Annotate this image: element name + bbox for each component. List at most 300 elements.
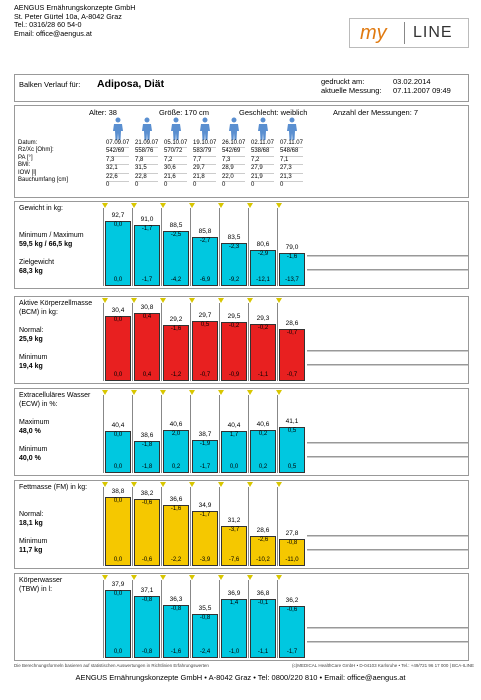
marker-icon (247, 390, 253, 395)
height-text: Größe: 170 cm (159, 108, 210, 117)
measurement-panel (14, 201, 469, 289)
marker-icon (102, 575, 108, 580)
panel-labels (19, 204, 84, 276)
panel-value: 40,0 % (19, 455, 41, 462)
panel-label (19, 603, 62, 612)
bar-delta: 1,4 (229, 599, 239, 606)
footer-copyright: (c)MEDICAL HealthCare GmbH • D-04103 Karlsruhe • Tel.: +49/721 96 17 000 | BCA-ILINE (292, 663, 475, 668)
panel-label: Maximum (19, 419, 50, 426)
bar-cumulative: -0,7 (199, 372, 211, 378)
measurement-cell: 542/69 (106, 148, 129, 156)
company-info (14, 4, 135, 38)
patient-header (14, 74, 469, 102)
bar-cumulative: -2,2 (170, 557, 182, 563)
marker-icon (131, 482, 137, 487)
marker-icon (276, 390, 282, 395)
meta-labels (321, 77, 381, 95)
measurement-cell: 29,7 (193, 165, 216, 173)
column-divider (132, 395, 133, 473)
column-divider (161, 580, 162, 658)
panel-label (19, 436, 90, 445)
patient-name: Adiposa, Diät (97, 78, 165, 90)
panel-value: 18,1 kg (19, 520, 43, 527)
bar-cumulative: -12,1 (256, 277, 270, 283)
bar-cumulative: 0,4 (142, 372, 152, 378)
bar-cumulative: -7,6 (228, 557, 240, 563)
marker-icon (218, 390, 224, 395)
bar-cumulative: 0,2 (171, 464, 181, 470)
bar-cumulative: 0,0 (113, 464, 123, 470)
panel-value (19, 639, 62, 648)
bar-value: 29,2 (169, 315, 183, 323)
measurement-cell: 22,8 (135, 174, 158, 182)
panel-label (19, 222, 84, 231)
company-address: St. Peter Gürtel 10a, A-8042 Graz (14, 11, 122, 21)
bar-cumulative: -1,7 (199, 464, 211, 470)
measurement-cell: 7,1 (280, 157, 303, 165)
measurement-cell: 542/69 (222, 148, 245, 156)
marker-icon (276, 298, 282, 303)
measurement-cell: 21.09.07 (135, 140, 158, 148)
bar-cumulative: -1,7 (286, 649, 298, 655)
panel-label: (BCM) in kg: (19, 309, 58, 316)
age-text: Alter: 38 (89, 108, 117, 117)
bar-delta: -0,2 (228, 323, 240, 330)
column-divider (161, 208, 162, 286)
measurement-cell: 21,8 (193, 174, 216, 182)
measurement-cell: 22,6 (106, 174, 129, 182)
bar-delta: -1,6 (170, 506, 182, 513)
bar-value: 38,8 (111, 487, 125, 495)
column-divider (219, 395, 220, 473)
bar-cumulative: -0,8 (141, 649, 153, 655)
panel-label: (ECW) in %: (19, 401, 58, 408)
bar-value: 35,5 (198, 604, 212, 612)
gender-text: Geschlecht: weiblich (239, 108, 308, 117)
panel-value: 59,5 kg / 66,5 kg (19, 241, 73, 248)
bar-value: 40,4 (111, 422, 125, 430)
marker-icon (247, 298, 253, 303)
bar-value: 40,4 (227, 422, 241, 430)
column-divider (190, 395, 191, 473)
bar-value: 29,3 (256, 315, 270, 322)
bar-cumulative: -1,1 (257, 649, 269, 655)
reference-line (307, 456, 468, 458)
bar-delta: -0,8 (141, 596, 153, 603)
column-divider (132, 208, 133, 286)
bar-cumulative: -1,6 (170, 649, 182, 655)
marker-icon (102, 390, 108, 395)
measurement-cell: 07.11.07 (280, 140, 303, 148)
measurement-bar (105, 590, 131, 658)
row-label: BMI: (18, 162, 31, 169)
bar-value: 80,6 (256, 240, 270, 248)
marker-icon (160, 390, 166, 395)
bar-delta: -0,7 (286, 330, 298, 337)
measurement-cell: 28,9 (222, 165, 245, 173)
bar-cumulative: -2,4 (199, 649, 211, 655)
bar-delta: -3,7 (228, 526, 240, 533)
column-divider (277, 395, 278, 473)
column-divider (248, 395, 249, 473)
marker-icon (218, 203, 224, 208)
bar-delta: -0,8 (170, 605, 182, 612)
logo-line: LINE (413, 24, 453, 41)
reference-line (307, 641, 468, 643)
row-labels (18, 140, 68, 184)
measurement-cell: 21,3 (280, 174, 303, 182)
bar-delta: 0,5 (200, 321, 210, 328)
panel-label: Gewicht in kg: (19, 205, 63, 212)
bar-delta: 0,2 (258, 430, 268, 437)
bar-value: 37,1 (140, 586, 154, 594)
printed-date: 03.02.2014 (393, 77, 431, 86)
measurement-cell: 0 (106, 182, 110, 189)
person-icon (257, 117, 269, 141)
bar-cumulative: 0,0 (229, 464, 239, 470)
column-divider (248, 303, 249, 381)
person-icon (141, 117, 153, 141)
reference-line (307, 255, 468, 257)
measurement-column (251, 140, 274, 189)
panel-value: 68,3 kg (19, 268, 43, 275)
marker-icon (189, 482, 195, 487)
measurement-cell: 0 (135, 182, 139, 189)
panel-label (19, 594, 62, 603)
bar-delta: -1,7 (141, 226, 153, 233)
bar-delta: -0,2 (257, 325, 269, 331)
bar-delta: 0,0 (113, 221, 123, 228)
bar-cumulative: -11,0 (285, 557, 299, 563)
bar-delta: -2,9 (257, 250, 269, 257)
marker-icon (189, 575, 195, 580)
meta-values (393, 77, 451, 95)
bar-value: 79,0 (285, 244, 299, 252)
bar-cumulative: -0,9 (228, 372, 240, 378)
marker-icon (247, 482, 253, 487)
marker-icon (102, 203, 108, 208)
panel-label (19, 528, 87, 537)
measurement-cell: 0 (251, 182, 255, 189)
measurement-cell: 21,9 (251, 174, 274, 182)
bar-delta: -1,7 (199, 512, 211, 519)
panel-labels (19, 576, 62, 648)
bar-cumulative: -1,1 (257, 372, 269, 378)
panel-label: Aktive Körperzellmasse (19, 300, 93, 307)
measurement-cell: 31,5 (135, 165, 158, 173)
panel-label: Zielgewicht (19, 259, 55, 266)
bar-cumulative: -13,7 (285, 277, 299, 283)
measurement-column (280, 140, 303, 189)
panel-label (19, 249, 84, 258)
bar-value: 38,2 (140, 490, 154, 497)
reference-line (307, 627, 468, 629)
measurement-cell: 0 (193, 182, 197, 189)
measurement-cell: 22,0 (222, 174, 245, 182)
panel-label (19, 501, 87, 510)
measurement-count: Anzahl der Messungen: 7 (333, 108, 419, 117)
column-divider (103, 487, 104, 566)
column-divider (277, 487, 278, 566)
panel-label (19, 409, 90, 418)
column-divider (248, 580, 249, 658)
marker-icon (160, 575, 166, 580)
panel-value: 11,7 kg (19, 547, 43, 554)
panel-value: 48,0 % (19, 428, 41, 435)
measurement-bar (134, 499, 160, 566)
measurement-column (135, 140, 158, 189)
column-divider (103, 303, 104, 381)
measurement-cell: 02.11.07 (251, 140, 274, 148)
person-icon (286, 117, 298, 141)
measurement-panel (14, 296, 469, 384)
row-label: Bauchumfang [cm] (18, 177, 69, 184)
person-icon (199, 117, 211, 141)
bar-value: 37,9 (111, 580, 125, 588)
panel-label: Extracelluläres Wasser (19, 392, 91, 399)
marker-icon (102, 298, 108, 303)
bar-delta: 1,7 (229, 432, 239, 439)
bar-value: 31,2 (227, 516, 241, 524)
bar-delta: -1,6 (170, 325, 182, 332)
panel-value: 25,9 kg (19, 336, 43, 343)
bar-delta: -0,6 (286, 607, 298, 614)
column-divider (190, 303, 191, 381)
measurement-cell: 0 (280, 182, 284, 189)
column-divider (219, 208, 220, 286)
marker-icon (218, 575, 224, 580)
measurement-column (193, 140, 216, 189)
logo-my: my (360, 21, 387, 44)
bar-delta: 0,0 (113, 432, 123, 439)
measurement-panel (14, 480, 469, 569)
measurement-cell: 21,6 (164, 174, 187, 182)
measurement-cell: 7,3 (106, 157, 129, 165)
bar-cumulative: -1,8 (141, 464, 153, 470)
panel-label: Minimum (19, 446, 48, 453)
bar-value: 29,7 (198, 311, 212, 319)
measurement-column (106, 140, 129, 189)
printed-label: gedruckt am: (321, 77, 365, 86)
myline-logo (349, 18, 469, 48)
measurement-bar (105, 497, 131, 566)
measurement-cell: 30,6 (164, 165, 187, 173)
company-email: Email: office@aengus.at (14, 28, 92, 38)
bar-cumulative: 0,5 (287, 464, 297, 470)
column-divider (219, 303, 220, 381)
bar-cumulative: 0,0 (113, 649, 123, 655)
bar-cumulative: -1,0 (228, 649, 240, 655)
bar-delta: -2,5 (170, 232, 182, 239)
marker-icon (247, 203, 253, 208)
bar-delta: -0,8 (286, 540, 298, 547)
column-divider (161, 303, 162, 381)
reference-line (307, 442, 468, 444)
measurement-bar (134, 313, 160, 381)
bar-value: 36,2 (285, 597, 299, 605)
column-divider (103, 580, 104, 658)
measurement-label: aktuelle Messung: (321, 86, 382, 95)
row-label: PA [°] (18, 154, 33, 161)
bar-value: 38,7 (198, 431, 212, 439)
bar-cumulative: -0,7 (286, 372, 298, 378)
reference-line (307, 350, 468, 352)
column-divider (248, 487, 249, 566)
bar-value: 83,5 (227, 233, 241, 241)
bar-cumulative: -0,6 (141, 557, 153, 563)
bar-value: 40,6 (169, 420, 183, 428)
bar-cumulative: -3,9 (199, 557, 211, 563)
bar-value: 36,3 (169, 595, 183, 603)
person-icon (228, 117, 240, 141)
bar-value: 36,9 (227, 589, 241, 597)
column-divider (219, 580, 220, 658)
panel-label (19, 344, 92, 353)
measurement-cell: 27,3 (280, 165, 303, 173)
marker-icon (247, 575, 253, 580)
bar-delta: -1,8 (141, 442, 153, 449)
bar-cumulative: 0,0 (113, 277, 123, 283)
bar-value: 27,8 (285, 530, 299, 538)
bar-delta: 0,0 (113, 316, 123, 323)
reference-line (307, 549, 468, 551)
bar-cumulative: -10,2 (256, 557, 270, 563)
company-name: AENGUS Ernährungskonzepte GmbH (14, 3, 136, 12)
measurement-cell: 26.10.07 (222, 140, 245, 148)
column-divider (277, 303, 278, 381)
marker-icon (189, 203, 195, 208)
column-divider (161, 395, 162, 473)
bar-delta: 0,5 (287, 428, 297, 435)
column-divider (277, 208, 278, 286)
measurement-cell: 05.10.07 (164, 140, 187, 148)
column-divider (103, 208, 104, 286)
column-divider (132, 580, 133, 658)
marker-icon (102, 482, 108, 487)
measurement-cell: 0 (222, 182, 226, 189)
measurement-column (222, 140, 245, 189)
marker-icon (189, 298, 195, 303)
patient-label: Balken Verlauf für: (19, 80, 81, 89)
column-divider (248, 208, 249, 286)
measurement-cell: 548/68 (280, 148, 303, 156)
measurement-date: 07.11.2007 09:49 (393, 86, 451, 95)
row-label: IOW [l] (18, 169, 37, 176)
measurement-cell: 583/79 (193, 148, 216, 156)
row-label: Datum: (18, 140, 38, 146)
panel-label: Fettmasse (FM) in kg: (19, 484, 88, 491)
panel-label: Minimum (19, 354, 48, 361)
marker-icon (189, 390, 195, 395)
panel-value (19, 612, 62, 621)
bar-delta: -1,6 (286, 254, 298, 261)
marker-icon (131, 390, 137, 395)
measurement-panel (14, 573, 469, 661)
panel-label (19, 213, 84, 222)
measurement-cell: 7,2 (251, 157, 274, 165)
measurement-cell: 7,2 (164, 157, 187, 165)
measurement-cell: 7,7 (193, 157, 216, 165)
panel-labels (19, 299, 92, 371)
bar-value: 41,1 (285, 418, 299, 426)
marker-icon (218, 298, 224, 303)
bar-value: 38,6 (140, 432, 154, 440)
measurement-panel (14, 388, 469, 476)
column-divider (277, 580, 278, 658)
reference-line (307, 364, 468, 366)
person-icon (112, 117, 124, 141)
bar-delta: 0,0 (113, 590, 123, 597)
measurement-column (164, 140, 187, 189)
column-divider (103, 395, 104, 473)
column-divider (190, 580, 191, 658)
bar-value: 30,4 (111, 306, 125, 314)
marker-icon (276, 482, 282, 487)
panel-label (19, 621, 62, 630)
panel-value: 19,4 kg (19, 363, 43, 370)
measurement-cell: 538/68 (251, 148, 274, 156)
marker-icon (218, 482, 224, 487)
footer-disclaimer: Die Berechnungsformeln basieren auf statistischen Auswertungen in Richtlinien Erfahrungswerten (14, 663, 209, 668)
footer-contact: AENGUS Ernährungskonzepte GmbH • A-8042 Graz • Tel: 0800/220 810 • Email: office@aengus.at (75, 673, 406, 682)
bar-value: 28,6 (256, 526, 270, 534)
panel-label: Normal: (19, 511, 44, 518)
bar-value: 36,6 (169, 496, 183, 504)
bar-delta: -2,7 (199, 238, 211, 245)
bar-delta: -0,8 (199, 614, 211, 621)
bar-cumulative: 0,0 (113, 557, 123, 563)
reference-line (307, 269, 468, 271)
bar-delta: -1,9 (199, 441, 211, 448)
column-divider (132, 487, 133, 566)
measurement-cell: 32,1 (106, 165, 129, 173)
panel-labels (19, 483, 87, 555)
marker-icon (131, 203, 137, 208)
bar-value: 85,8 (198, 228, 212, 236)
column-divider (161, 487, 162, 566)
bar-value: 40,6 (256, 420, 270, 428)
bar-cumulative: -9,2 (228, 277, 240, 283)
bar-delta: 0,0 (113, 497, 123, 504)
company-tel: Tel.: 0316/28 60 54-0 (14, 20, 82, 30)
bar-value: 91,0 (140, 216, 154, 224)
column-divider (219, 487, 220, 566)
marker-icon (131, 575, 137, 580)
measurement-cell: 558/76 (135, 148, 158, 156)
panel-label: Minimum (19, 538, 48, 545)
panel-label (19, 630, 62, 639)
bar-delta: 0,4 (142, 313, 152, 320)
bar-value: 29,5 (227, 313, 241, 321)
measurement-cell: 7,8 (135, 157, 158, 165)
bar-cumulative: -1,7 (141, 277, 153, 283)
marker-icon (276, 575, 282, 580)
bar-delta: 2,0 (171, 430, 181, 437)
panel-label: Körperwasser (19, 577, 63, 584)
bar-cumulative: 0,2 (258, 464, 268, 470)
bar-value: 34,9 (198, 502, 212, 510)
bar-cumulative: -6,9 (199, 277, 211, 283)
column-divider (190, 487, 191, 566)
bar-value: 30,8 (140, 303, 154, 311)
panel-label (19, 317, 92, 326)
bar-value: 92,7 (111, 211, 125, 219)
bar-delta: -2,3 (228, 243, 240, 250)
panel-label: (TBW) in l: (19, 586, 53, 593)
marker-icon (160, 203, 166, 208)
person-icon (170, 117, 182, 141)
measurement-cell: 7,3 (222, 157, 245, 165)
